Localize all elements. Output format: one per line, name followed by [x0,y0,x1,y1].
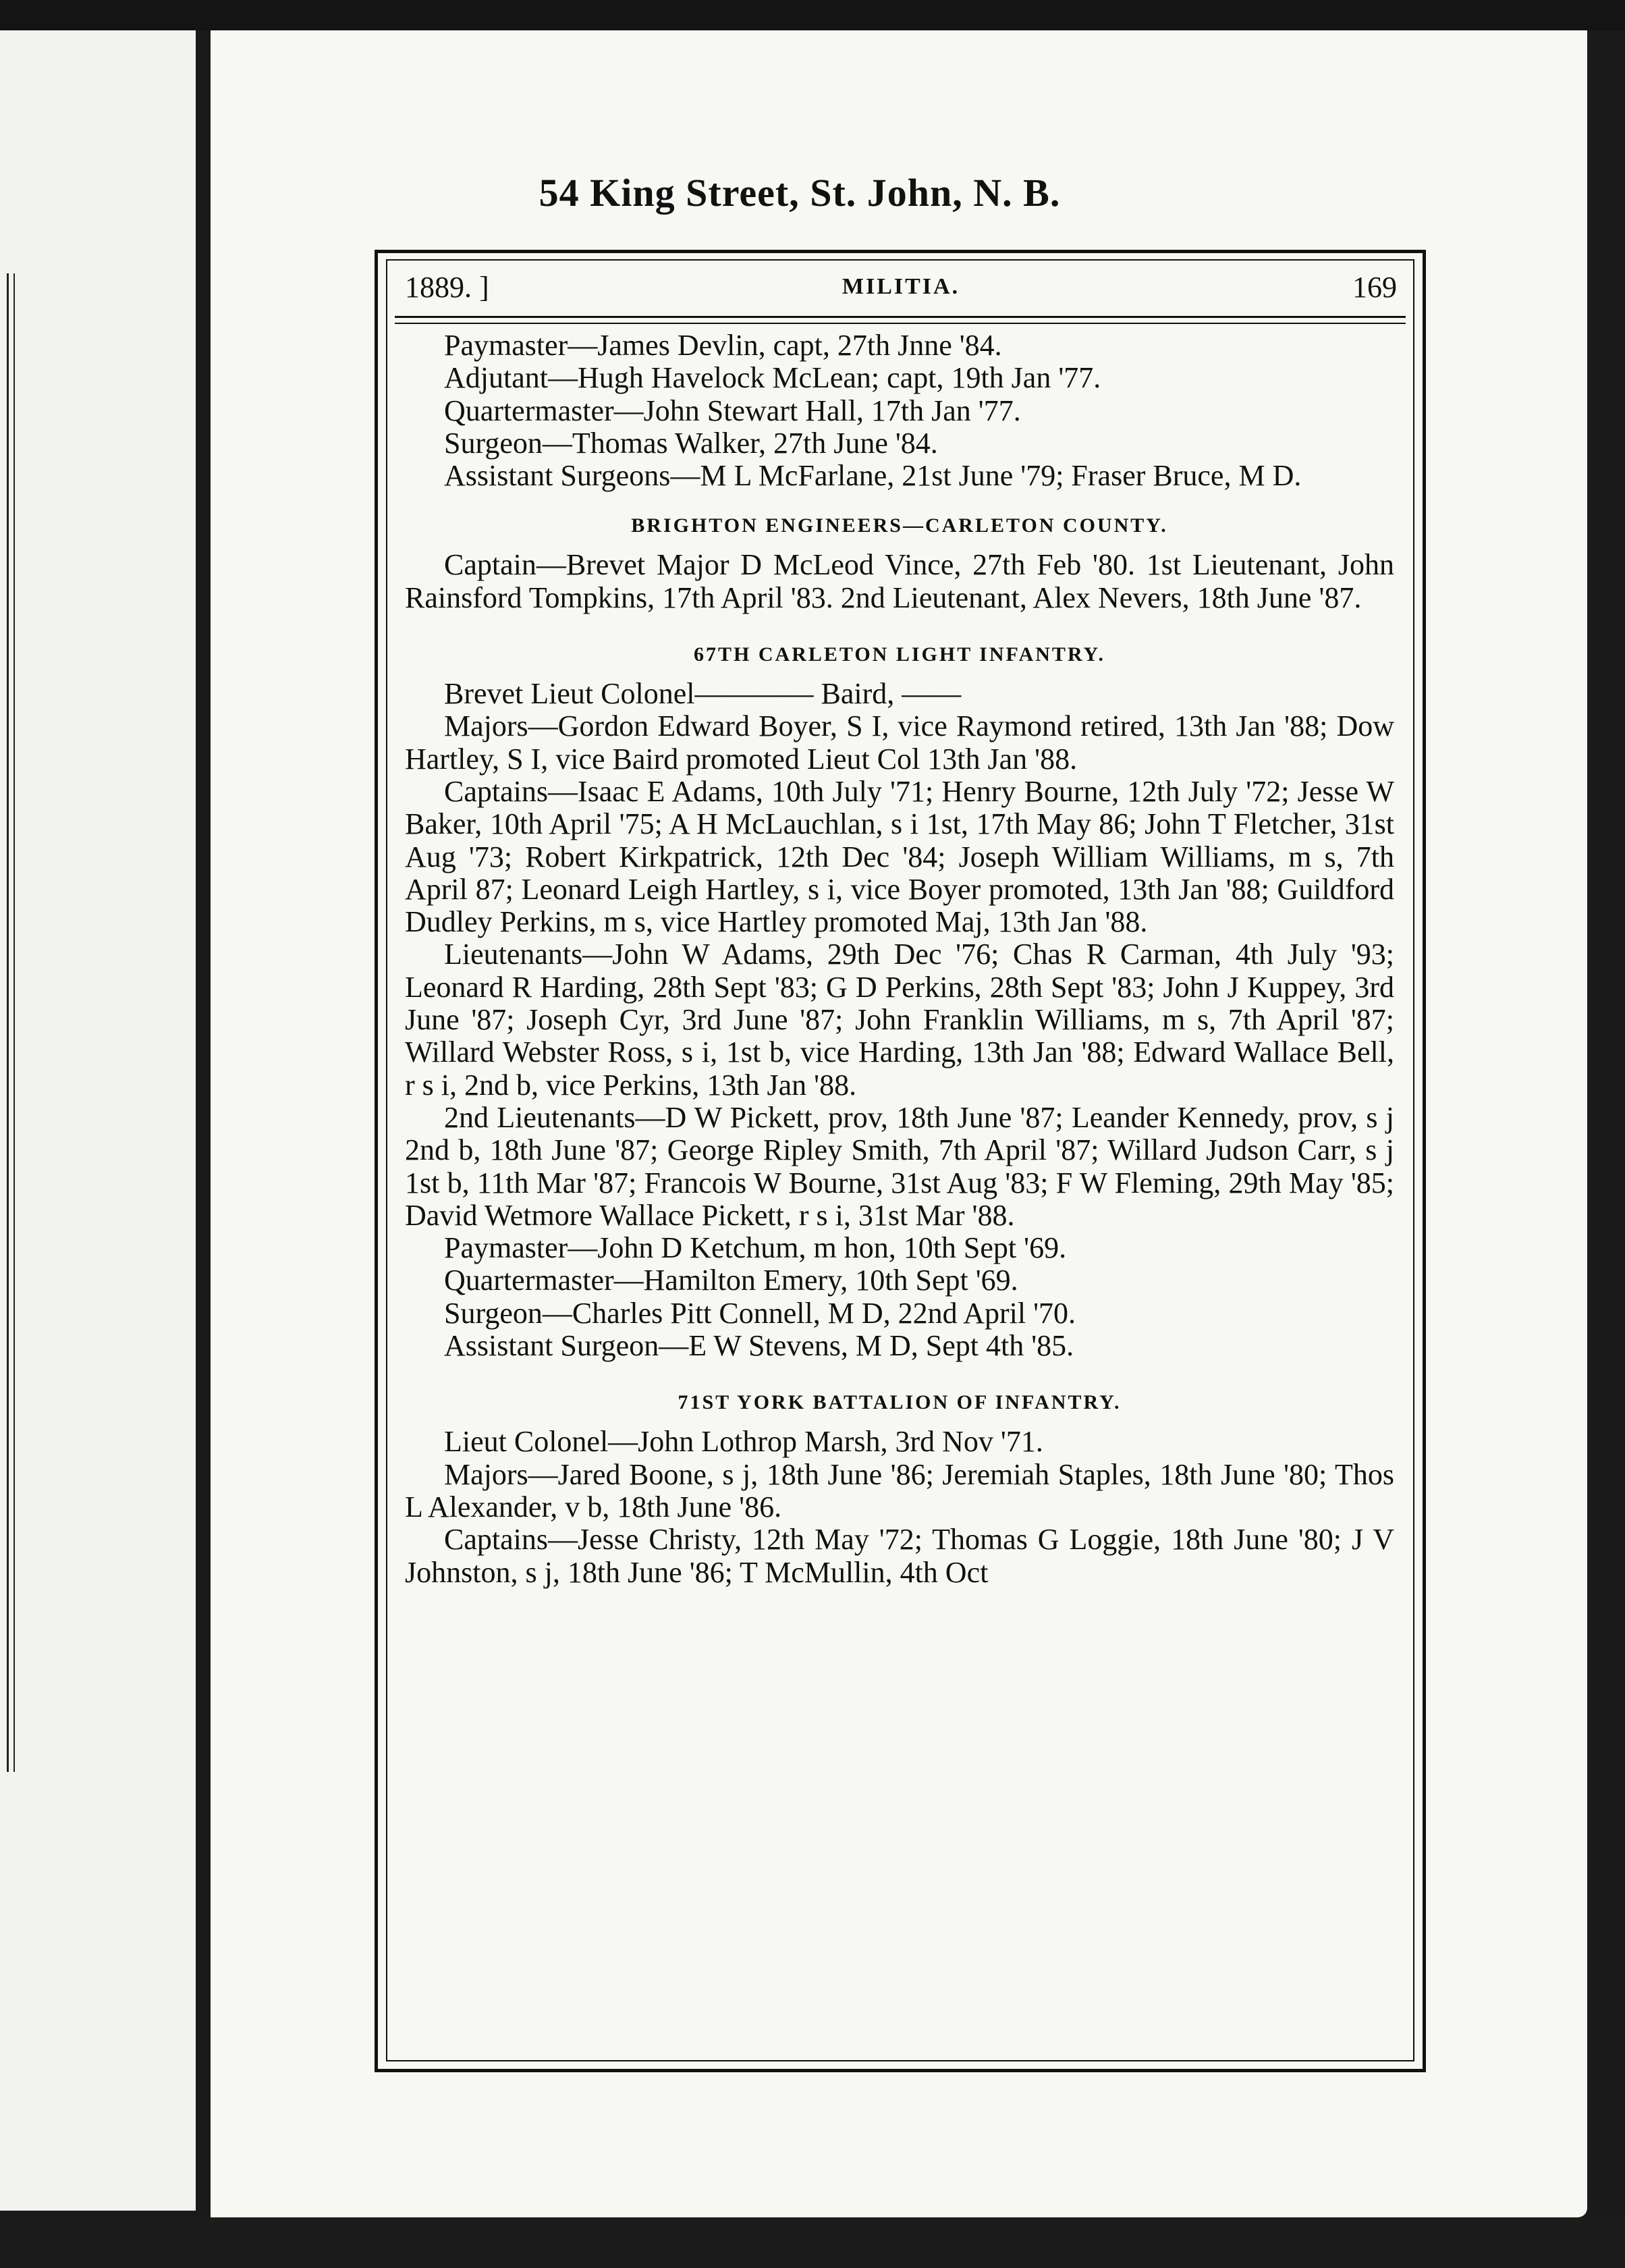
header-rule [395,323,1406,324]
entry-majors: Majors—Jared Boone, s j, 18th June '86; Jeremiah Staples, 18th June '80; Thos L Alexander, v b, 18th June '86. [405,1457,1394,1523]
entry-majors: Majors—Gordon Edward Boyer, S I, vice Raymond retired, 13th Jan '88; Dow Hartley, S I, vice Baird promoted Lieut Col 13th Jan '88. [405,709,1394,776]
page-number: 169 [1352,271,1397,304]
facing-page-edge [0,30,196,2211]
section-heading-67th: 67TH CARLETON LIGHT INFANTRY. [694,643,1105,666]
running-head-year: 1889. ] [405,271,489,304]
entry-brighton-officers: Captain—Brevet Major D McLeod Vince, 27th Feb '80. 1st Lieutenant, John Rainsford Tompkins, 17th April '83. 2nd Lieutenant, Alex Nevers, 18th June '87. [405,548,1394,614]
scan-top-edge [0,0,1625,30]
running-head [405,270,1397,310]
entry-paymaster: Paymaster—John D Ketchum, m hon, 10th Sept '69. [444,1231,1067,1265]
entry-adjutant: Adjutant—Hugh Havelock McLean; capt, 19th Jan '77. [444,361,1101,395]
entry-assistant-surgeons: Assistant Surgeons—M L McFarlane, 21st June '79; Fraser Bruce, M D. [444,459,1302,493]
entry-lieut-colonel: Lieut Colonel—John Lothrop Marsh, 3rd Nov '71. [444,1425,1043,1459]
entry-2nd-lieutenants: 2nd Lieutenants—D W Pickett, prov, 18th June '87; Leander Kennedy, prov, s j 2nd b, 18th June '87; George Ripley Smith, 7th April '87; Willard Judson Carr, s j 1st b, 11th Mar '87; Francois W Bourne, 31st Aug '83; F W Fleming, 29th May '85; David Wetmore Wallace Pickett, r s i, 31st Mar '88. [405,1100,1394,1232]
facing-page-rule [7,273,9,1772]
entry-quartermaster: Quartermaster—John Stewart Hall, 17th Jan '77. [444,394,1021,427]
entry-quartermaster: Quartermaster—Hamilton Emery, 10th Sept '69. [444,1264,1018,1297]
page-header: 54 King Street, St. John, N. B. [539,171,1061,215]
entry-lieutenants: Lieutenants—John W Adams, 29th Dec '76; Chas R Carman, 4th July '93; Leonard R Harding, 28th Sept '83; G D Perkins, 28th Sept '83; John J Kuppey, 3rd June '87; Joseph Cyr, 3rd June '87; John Franklin Williams, m s, 7th April '87; Willard Webster Ross, s i, 1st b, vice Harding, 13th Jan '88; Edward Wallace Bell, r s i, 2nd b, vice Perkins, 13th Jan '88. [405,938,1394,1102]
entry-captains: Captains—Isaac E Adams, 10th July '71; Henry Bourne, 12th July '72; Jesse W Baker, 10th April '75; A H McLauchlan, s i 1st, 17th May 86; John T Fletcher, 31st Aug '73; Robert Kirkpatrick, 12th Dec '84; Joseph William Williams, m s, 7th April 87; Leonard Leigh Hartley, s i, vice Boyer promoted, 13th Jan '88; Guildford Dudley Perkins, m s, vice Hartley promoted Maj, 13th Jan '88. [405,774,1394,939]
entry-paymaster: Paymaster—James Devlin, capt, 27th Jnne '84. [444,329,1002,362]
entry-assistant-surgeon: Assistant Surgeon—E W Stevens, M D, Sept 4th '85. [444,1329,1074,1363]
entry-surgeon: Surgeon—Thomas Walker, 27th June '84. [444,426,938,460]
facing-page-rule [13,273,15,1772]
header-rule [395,316,1406,318]
entry-brevet-lieut-colonel: Brevet Lieut Colonel———— Baird, —— [444,677,962,711]
entry-surgeon: Surgeon—Charles Pitt Connell, M D, 22nd April '70. [444,1296,1076,1330]
running-head-section: MILITIA. [842,274,960,299]
section-heading-71st: 71ST YORK BATTALION OF INFANTRY. [678,1391,1122,1414]
page-body [405,329,1394,1589]
scan-bottom-edge [0,2217,1625,2268]
section-heading-brighton-engineers: BRIGHTON ENGINEERS—CARLETON COUNTY. [631,514,1168,537]
entry-captains: Captains—Jesse Christy, 12th May '72; Thomas G Loggie, 18th June '80; J V Johnston, s j, 18th June '86; T McMullin, 4th Oct [405,1523,1394,1589]
